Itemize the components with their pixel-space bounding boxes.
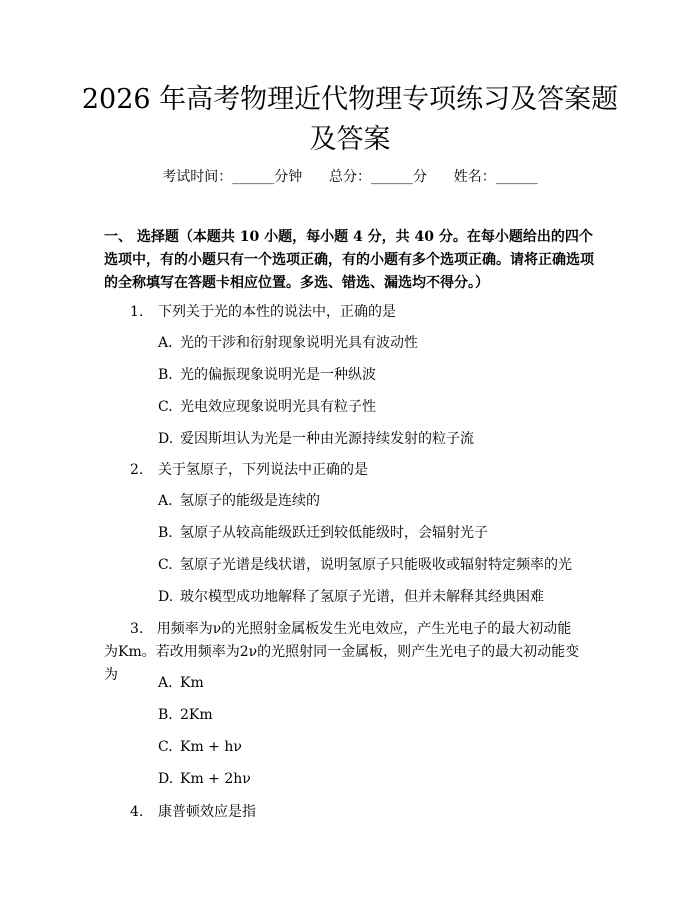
question-number: 2.: [130, 462, 144, 478]
option-text: Km: [180, 675, 204, 691]
option-letter: A.: [158, 493, 173, 509]
option-text: 光的偏振现象说明光是一种纵波: [180, 367, 376, 383]
option-3a: [158, 673, 204, 693]
option-text: 氢原子的能级是连续的: [180, 493, 320, 509]
option-letter: D.: [158, 589, 174, 605]
option-2a: [158, 491, 320, 511]
option-3c: [158, 737, 242, 757]
option-1b: [158, 365, 376, 385]
option-3b: [158, 705, 213, 725]
option-3d: [158, 769, 251, 789]
total-score-field: 总分：______分: [329, 169, 427, 185]
option-2b: [158, 523, 488, 543]
option-letter: B.: [158, 707, 173, 723]
option-text: 光电效应现象说明光具有粒子性: [180, 399, 376, 415]
name-field: 姓名：______: [453, 169, 538, 185]
option-letter: A.: [158, 675, 173, 691]
question-stem: 关于氢原子，下列说法中正确的是: [158, 462, 368, 478]
option-letter: B.: [158, 367, 173, 383]
section-heading: 一、 选择题（本题共 10 小题，每小题 4 分，共 40 分。在每小题给出的四个选项中，有的小题只有一个选项正确，有的小题有多个选项正确。请将正确选项的全称填写在答题卡相应位置。多选、错选、漏选均不得分。）: [104, 229, 594, 291]
option-1a: [158, 333, 418, 353]
option-text: 氢原子光谱是线状谱，说明氢原子只能吸收或辐射特定频率的光: [180, 557, 572, 573]
question-stem: 康普顿效应是指: [158, 804, 256, 820]
question-number: 4.: [130, 804, 144, 820]
option-letter: C.: [158, 739, 173, 755]
option-text: 玻尔模型成功地解释了氢原子光谱，但并未解释其经典困难: [180, 589, 544, 605]
question-number: 3.: [130, 621, 144, 637]
question-4: [130, 802, 256, 822]
option-1d: [158, 429, 474, 449]
question-stem: 下列关于光的本性的说法中，正确的是: [158, 304, 396, 320]
option-text: 氢原子从较高能级跃迁到较低能级时，会辐射光子: [180, 525, 488, 541]
option-letter: A.: [158, 335, 173, 351]
question-number: 1.: [130, 304, 144, 320]
option-text: Km + 2hν: [180, 771, 251, 787]
option-letter: D.: [158, 431, 174, 447]
option-letter: C.: [158, 557, 173, 573]
option-letter: D.: [158, 771, 174, 787]
option-text: Km + hν: [180, 739, 242, 755]
question-1: [130, 302, 396, 322]
exam-info-line: [0, 167, 700, 187]
option-text: 2Km: [180, 707, 213, 723]
option-text: 光的干涉和衍射现象说明光具有波动性: [180, 335, 418, 351]
option-text: 爱因斯坦认为光是一种由光源持续发射的粒子流: [180, 431, 474, 447]
exam-time-field: 考试时间：______分钟: [162, 169, 303, 185]
page-title: 2026 年高考物理近代物理专项练习及答案题及答案: [81, 84, 619, 155]
option-letter: C.: [158, 399, 173, 415]
option-2c: [158, 555, 572, 575]
option-1c: [158, 397, 376, 417]
option-letter: B.: [158, 525, 173, 541]
question-stem: 用频率为ν的光照射金属板发生光电效应，产生光电子的最大初动能为Km。若改用频率为2ν的光照射同一金属板，则产生光电子的最大初动能变为: [104, 621, 580, 683]
option-2d: [158, 587, 544, 607]
question-2: [130, 460, 368, 480]
